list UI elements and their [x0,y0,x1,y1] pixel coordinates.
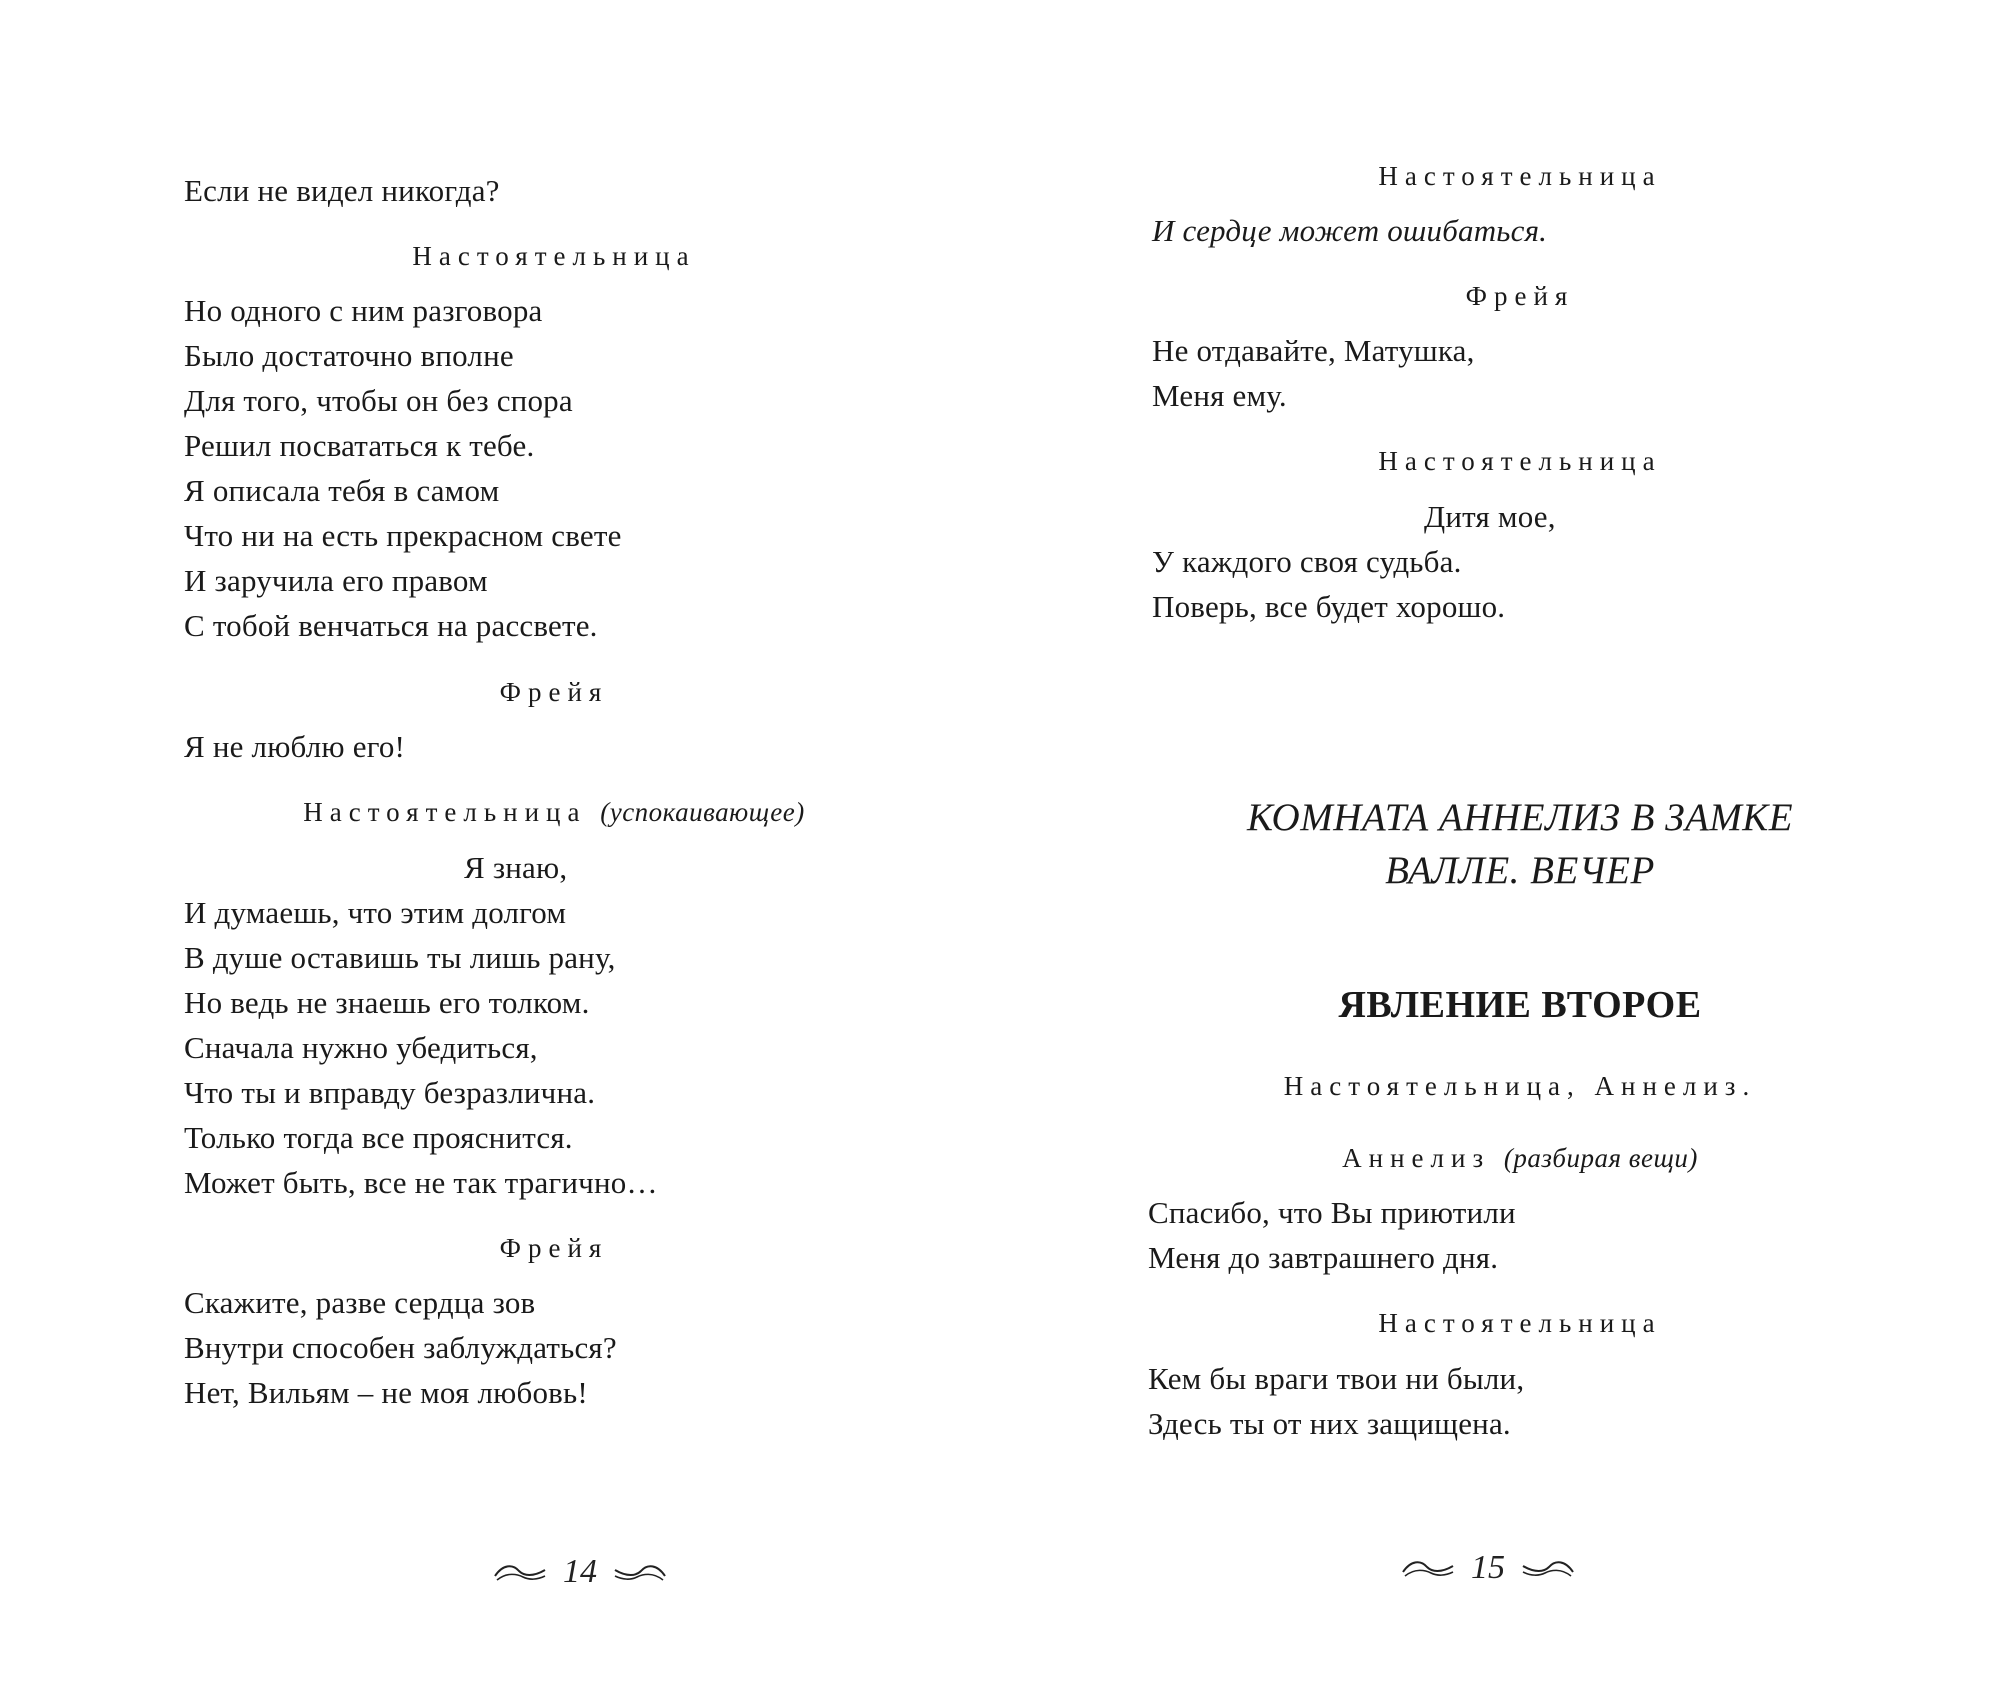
verse-line: Я знаю, [464,850,568,885]
verse-line: Но ведь не знаешь его толком. [184,985,590,1020]
speaker-name: Настоятельница [303,797,587,827]
speaker-with-direction [184,792,924,832]
verse-line: Только тогда все прояснится. [184,1120,573,1155]
stage-direction: (разбирая вещи) [1503,1143,1698,1173]
verse-line: Не отдавайте, Матушка, [1152,333,1475,368]
scene-heading: КОМНАТА АННЕЛИЗ В ЗАМКЕ [1246,796,1794,839]
verse-line: И заручила его правом [184,563,488,598]
verse-line: Я описала тебя в самом [184,473,500,508]
verse-line: И сердце может ошибаться. [1152,213,1548,248]
verse-line: Но одного с ним разговора [184,293,543,328]
verse-line: Здесь ты от них защищена. [1148,1406,1511,1441]
left-swirl-ornament-icon [491,1558,549,1586]
verse-line: Скажите, разве сердца зов [184,1285,536,1320]
verse-line: У каждого своя судьба. [1152,544,1462,579]
verse-line: Дитя мое, [1424,499,1556,534]
act-heading: ЯВЛЕНИЕ ВТОРОЕ [1338,984,1702,1026]
page-number: 15 [1471,1549,1505,1586]
verse-line: Сначала нужно убедиться, [184,1030,538,1065]
verse-line: Для того, чтобы он без спора [184,383,573,418]
verse-line: Что ни на есть прекрасном свете [184,518,622,553]
page-number-ornament [1288,1548,1688,1588]
speaker-name: Фрейя [499,677,609,707]
verse-line: Если не видел никогда? [184,173,500,208]
verse-line: Поверь, все будет хорошо. [1152,589,1506,624]
speaker-name: Настоятельница [1378,446,1662,476]
speaker-name: Аннелиз [1342,1143,1491,1173]
verse-line: Внутри способен заблуждаться? [184,1330,617,1365]
verse-line: Решил посвататься к тебе. [184,428,535,463]
verse-line: Меня до завтрашнего дня. [1148,1240,1499,1275]
speaker-with-direction [1150,1138,1890,1178]
left-swirl-ornament-icon [1399,1554,1457,1582]
verse-line: Спасибо, что Вы приютили [1148,1195,1516,1230]
scene-heading: ВАЛЛЕ. ВЕЧЕР [1385,849,1655,892]
verse-line: Меня ему. [1152,378,1287,413]
page-number-ornament [380,1552,780,1592]
cast-list: Настоятельница, Аннелиз. [1283,1071,1757,1101]
verse-line: Кем бы враги твои ни были, [1148,1361,1525,1396]
right-page [1000,0,2000,1706]
verse-line: Нет, Вильям – не моя любовь! [184,1375,588,1410]
speaker-name: Фрейя [499,1233,609,1263]
speaker-name: Настоятельница [1378,161,1662,191]
speaker-name: Настоятельница [1378,1308,1662,1338]
page-number: 14 [563,1553,597,1590]
verse-line: С тобой венчаться на рассвете. [184,608,598,643]
verse-line: Может быть, все не так трагично… [184,1165,658,1200]
speaker-name: Настоятельница [412,241,696,271]
right-swirl-ornament-icon [611,1558,669,1586]
stage-direction: (успокаивающее) [600,797,805,827]
verse-line: Что ты и вправду безразлична. [184,1075,596,1110]
verse-line: В душе оставишь ты лишь рану, [184,940,616,975]
verse-line: И думаешь, что этим долгом [184,895,567,930]
right-swirl-ornament-icon [1519,1554,1577,1582]
speaker-name: Фрейя [1465,281,1575,311]
verse-line: Было достаточно вполне [184,338,514,373]
verse-line: Я не люблю его! [184,729,406,764]
